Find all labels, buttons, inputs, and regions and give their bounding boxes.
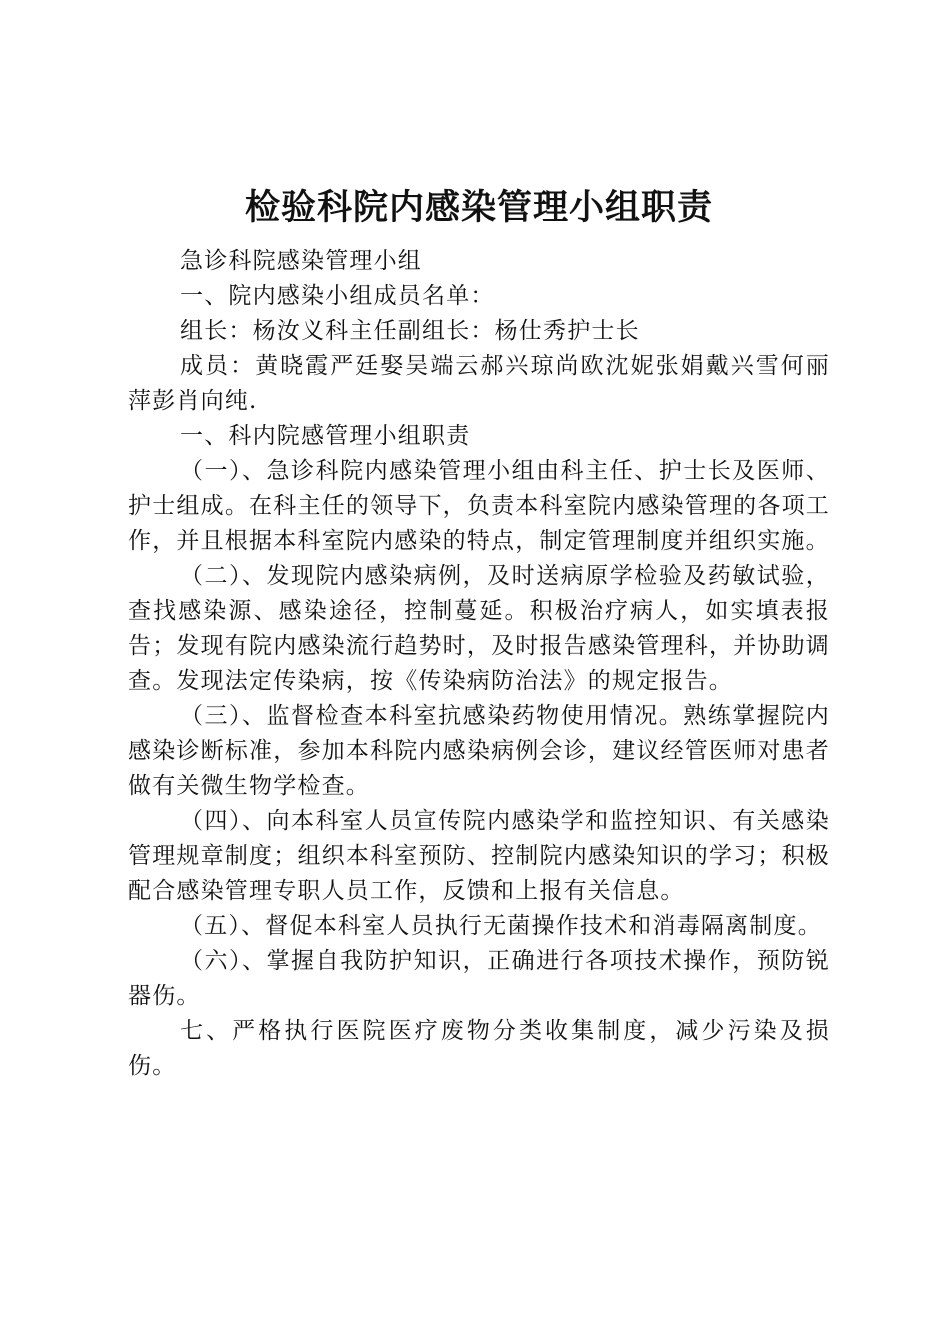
paragraph-duties-heading: 一、科内院感管理小组职责 <box>180 423 471 449</box>
document-page <box>128 182 830 1084</box>
document-title: 检验科院内感染管理小组职责 <box>244 187 713 228</box>
paragraph-duty-7: 七、严格执行医院医疗废物分类收集制度，减少污染及损伤。 <box>128 1018 830 1079</box>
paragraph-members: 成员：黄晓霞严廷娶吴端云郝兴琼尚欧沈妮张娟戴兴雪何丽萍彭肖向纯. <box>128 353 830 414</box>
paragraph-group-name: 急诊科院感染管理小组 <box>180 248 422 274</box>
paragraph-leaders: 组长：杨汝义科主任副组长：杨仕秀护士长 <box>180 318 640 344</box>
paragraph-duty-6: （六）、掌握自我防护知识，正确进行各项技术操作，预防锐器伤。 <box>128 948 830 1009</box>
paragraph-duty-1: （一）、急诊科院内感染管理小组由科主任、护士长及医师、护士组成。在科主任的领导下，负责本科室院内感染管理的各项工作，并且根据本科室院内感染的特点，制定管理制度并组织实施。 <box>128 458 830 554</box>
paragraph-duty-4: （四）、向本科室人员宣传院内感染学和监控知识、有关感染管理规章制度；组织本科室预防、控制院内感染知识的学习；积极配合感染管理专职人员工作，反馈和上报有关信息。 <box>128 808 830 904</box>
paragraph-duty-2: （二）、发现院内感染病例，及时送病原学检验及药敏试验，查找感染源、感染途径，控制蔓延。积极治疗病人，如实填表报告；发现有院内感染流行趋势时，及时报告感染管理科，并协助调查。发现法定传染病，按《传染病防治法》的规定报告。 <box>128 563 830 694</box>
paragraph-member-list-heading: 一、院内感染小组成员名单： <box>180 283 495 309</box>
paragraph-duty-5: （五）、督促本科室人员执行无菌操作技术和消毒隔离制度。 <box>180 913 822 939</box>
paragraph-duty-3: （三）、监督检查本科室抗感染药物使用情况。熟练掌握院内感染诊断标准，参加本科院内感染病例会诊，建议经管医师对患者做有关微生物学检查。 <box>128 703 830 799</box>
